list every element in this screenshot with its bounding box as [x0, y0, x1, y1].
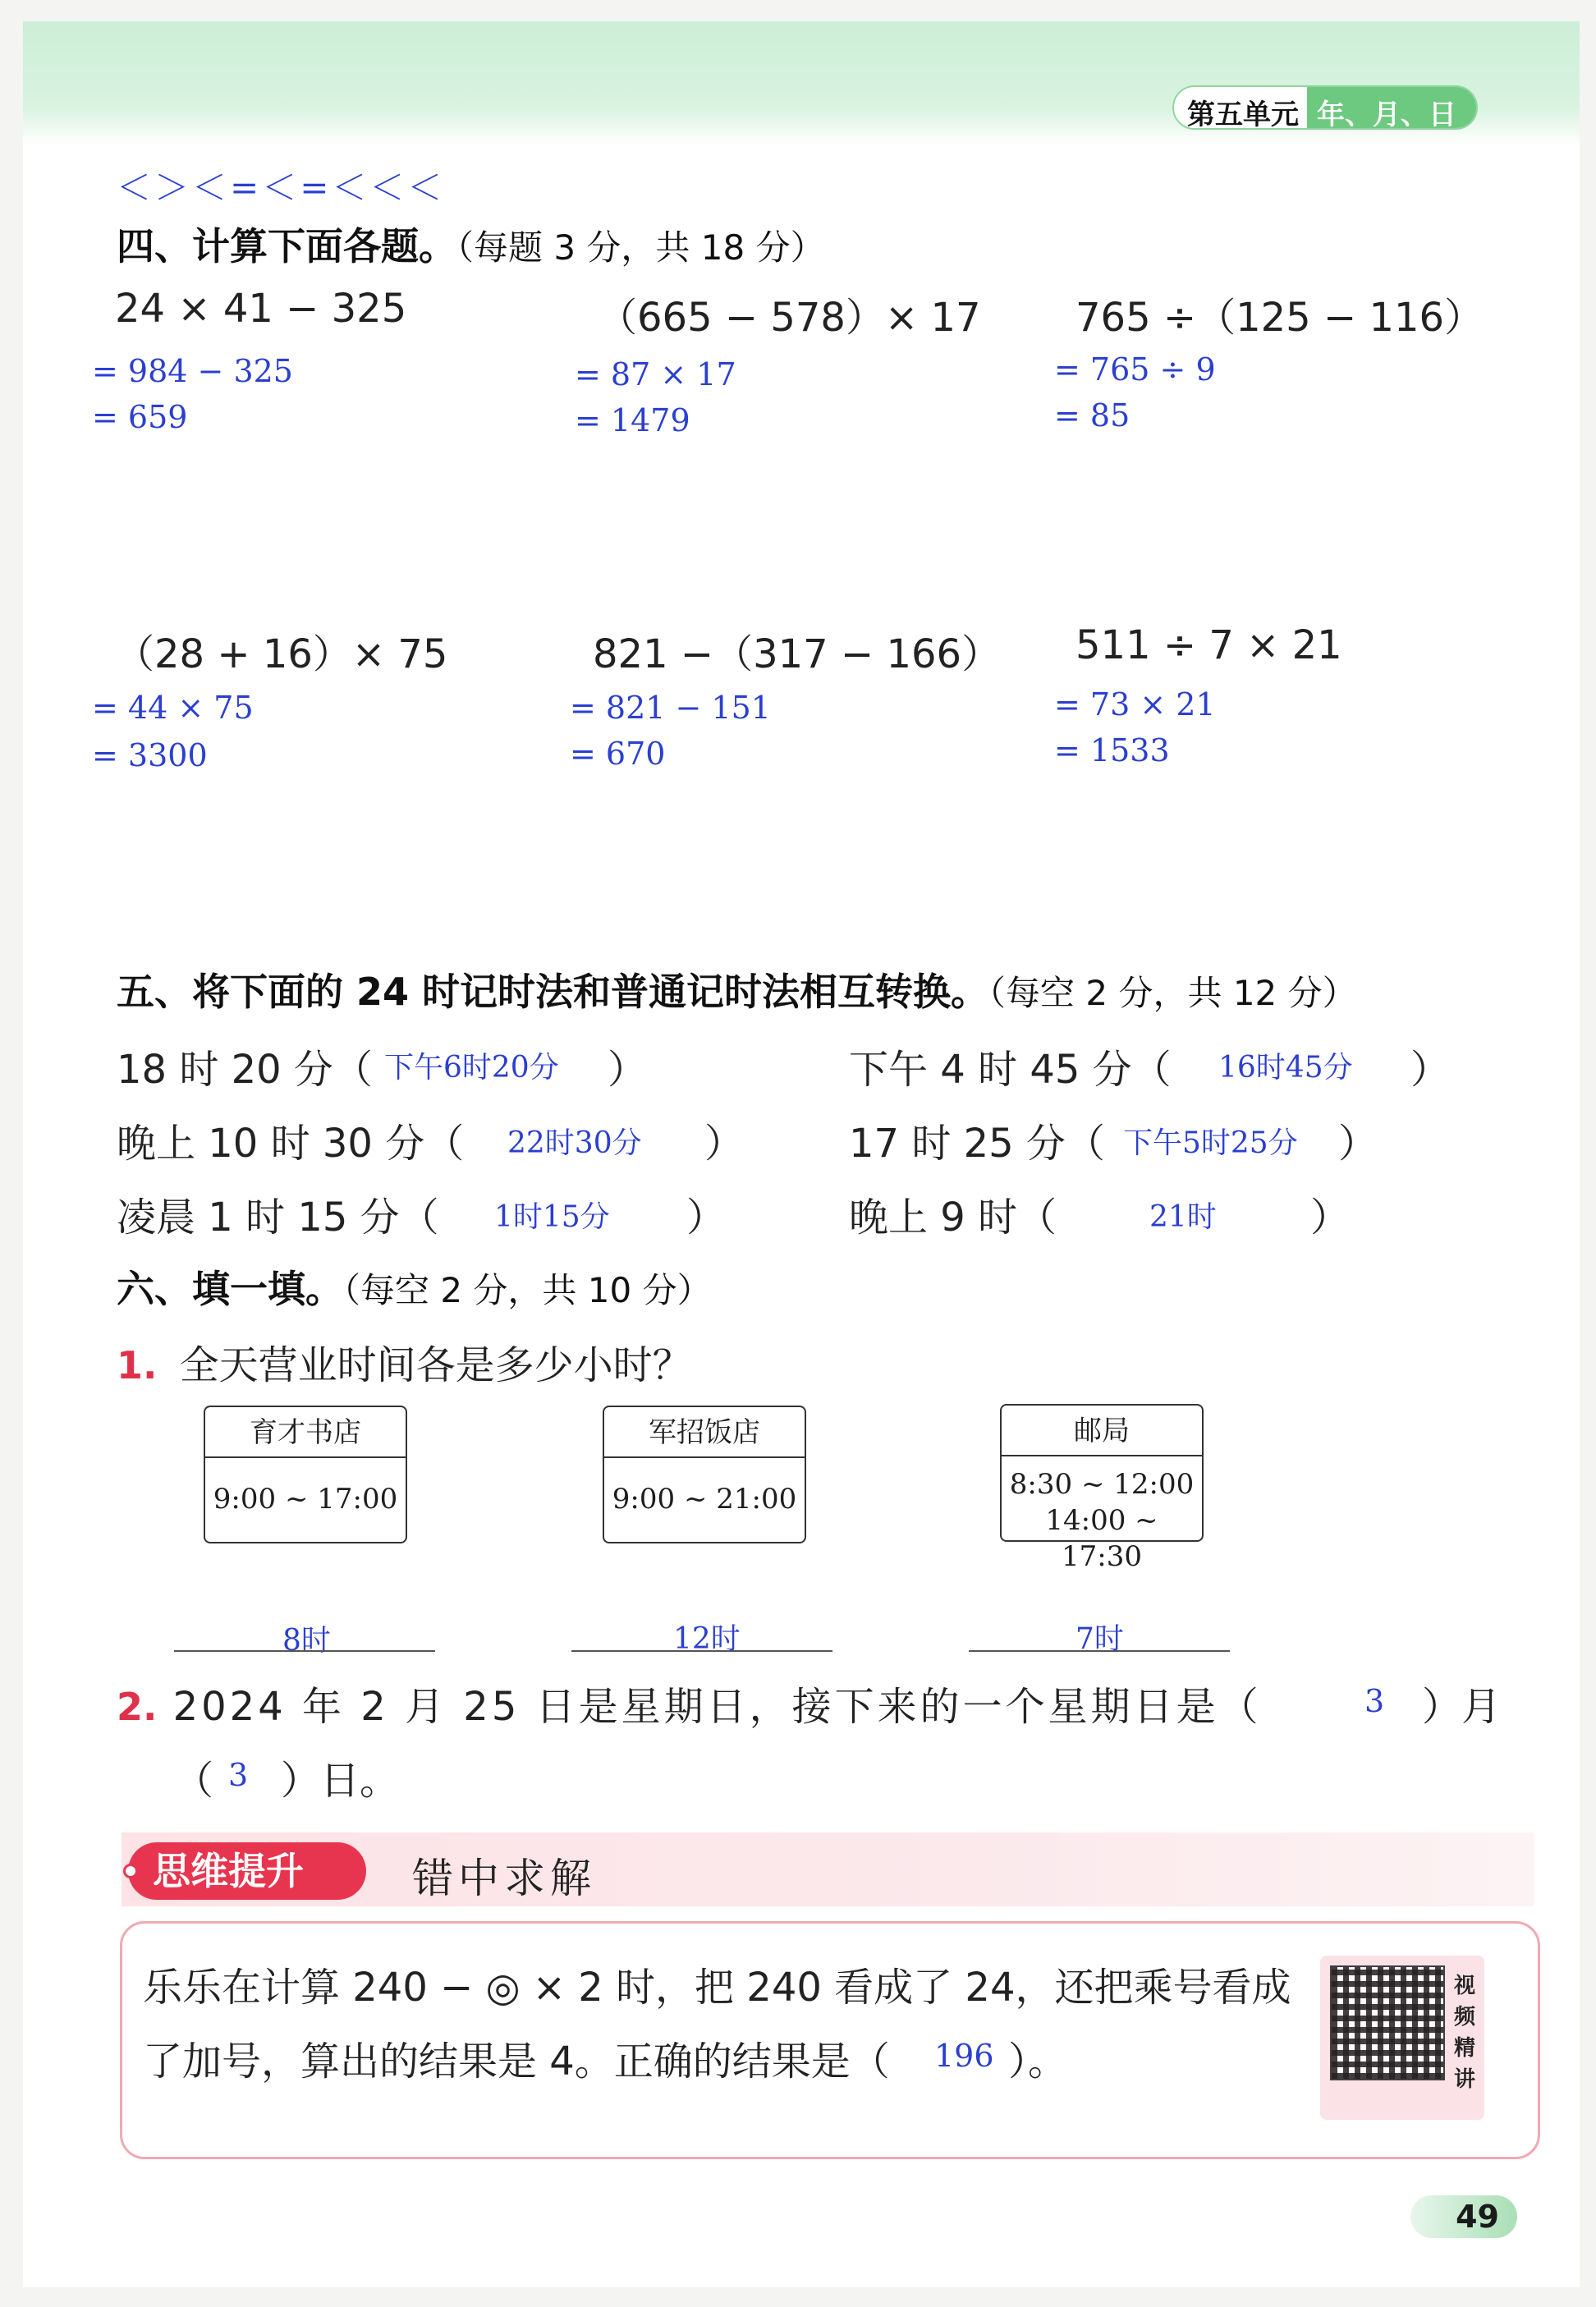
conversion-answer-1: 下午6时20分	[384, 1051, 559, 1085]
q2-answer-month: 3	[1364, 1683, 1385, 1719]
problem-1-step-1: = 984 − 325	[92, 353, 293, 389]
thinking-subtitle: 错中求解	[412, 1855, 596, 1902]
q2-text: 2024 年 2 月 25 日是星期日，接下来的一个星期日是（	[172, 1684, 1262, 1730]
answer-line-2	[571, 1650, 832, 1652]
conversion-answer-4: 下午5时25分	[1123, 1126, 1298, 1160]
problem-5-expr: 821 −（317 − 166）	[593, 631, 1002, 677]
conversion-item-1: 18 时 20 分（	[117, 1047, 373, 1093]
section5-title: 五、将下面的 24 时记时法和普通记时法相互转换。（每空 2 分，共 12 分）	[117, 970, 1357, 1014]
store-box-bookstore	[204, 1406, 407, 1543]
problem-5-step-2: = 670	[570, 736, 666, 772]
q2-number: 2.	[117, 1685, 158, 1729]
conversion-close-6: ）	[1310, 1195, 1351, 1241]
problem-1-step-2: = 659	[92, 399, 188, 435]
conversion-close-2: ）	[1410, 1047, 1451, 1093]
problem-3-expr: 765 ÷（125 − 116）	[1075, 295, 1484, 341]
conversion-answer-3: 22时30分	[507, 1126, 642, 1160]
q2-day-label: ）日。	[281, 1758, 400, 1804]
workbook-page	[23, 21, 1580, 2287]
thinking-badge: 思维提升	[128, 1842, 366, 1900]
conversion-close-1: ）	[608, 1047, 648, 1093]
problem-5-step-1: = 821 − 151	[570, 690, 771, 726]
problem-6-expr: 511 ÷ 7 × 21	[1075, 622, 1342, 668]
problem-4-expr: （28 + 16）× 75	[115, 631, 448, 677]
qr-code-panel[interactable]	[1320, 1956, 1484, 2120]
thinking-line-1: 乐乐在计算 240 − ◎ × 2 时，把 240 看成了 24，还把乘号看成	[143, 1965, 1291, 2011]
problem-2-step-2: = 1479	[575, 402, 690, 438]
answer-line-1	[174, 1650, 435, 1652]
conversion-close-3: ）	[704, 1121, 745, 1167]
unit-label: 第五单元	[1174, 87, 1307, 128]
store-answer-1: 8时	[282, 1624, 331, 1658]
q2-open: （	[174, 1758, 214, 1804]
problem-4-step-2: = 3300	[92, 737, 208, 773]
store-name: 育才书店	[205, 1407, 406, 1458]
conversion-close-5: ）	[686, 1195, 727, 1241]
qr-code-icon[interactable]	[1330, 1965, 1445, 2080]
problem-4-step-1: = 44 × 75	[92, 690, 254, 726]
q2-month-label: ）月	[1422, 1684, 1502, 1730]
problem-2-expr: （665 − 578）× 17	[598, 295, 981, 341]
unit-topic: 年、月、日	[1307, 87, 1476, 128]
conversion-answer-5: 1时15分	[494, 1200, 610, 1234]
conversion-answer-6: 21时	[1149, 1200, 1217, 1234]
page-number: 49	[1456, 2199, 1499, 2235]
answer-line-3	[969, 1650, 1230, 1652]
conversion-close-4: ）	[1338, 1121, 1378, 1167]
conversion-item-3: 晚上 10 时 30 分（	[117, 1121, 465, 1167]
store-box-restaurant	[603, 1406, 806, 1543]
conversion-item-5: 凌晨 1 时 15 分（	[117, 1195, 439, 1241]
qr-label: 视频精讲	[1453, 1974, 1475, 2092]
thinking-end: ）。	[1008, 2039, 1068, 2085]
problem-2-step-1: = 87 × 17	[575, 356, 736, 392]
q1-row	[117, 1333, 692, 1390]
q1-number: 1.	[117, 1343, 158, 1387]
conversion-item-4: 17 时 25 分（	[849, 1121, 1105, 1167]
store-answer-3: 7时	[1075, 1622, 1124, 1656]
q1-text: 全天营业时间各是多少小时？	[179, 1342, 692, 1388]
conversion-item-6: 晚上 9 时（	[849, 1195, 1057, 1241]
store-hours: 8:30 ~ 12:00 14:00 ~ 17:30	[1009, 1468, 1195, 1573]
problem-6-step-1: = 73 × 21	[1054, 686, 1216, 722]
unit-tag	[1172, 85, 1478, 130]
problem-3-step-2: = 85	[1054, 397, 1130, 433]
store-hours: 9:00 ~ 21:00	[612, 1483, 797, 1516]
thinking-badge-dot	[123, 1864, 138, 1878]
problem-3-step-1: = 765 ÷ 9	[1054, 351, 1216, 388]
store-name: 军招饭店	[604, 1407, 805, 1458]
carry-answers: ＜＞＜=＜=＜＜＜	[117, 167, 446, 208]
page-number-badge	[1410, 2195, 1517, 2238]
store-name: 邮局	[1002, 1406, 1202, 1456]
thinking-line-2: 了加号，算出的结果是 4。正确的结果是（	[143, 2039, 890, 2085]
problem-6-step-2: = 1533	[1054, 732, 1170, 768]
section4-title: 四、计算下面各题。（每题 3 分，共 18 分）	[117, 224, 825, 268]
store-box-post-office	[1000, 1404, 1204, 1573]
conversion-item-2: 下午 4 时 45 分（	[849, 1047, 1172, 1093]
conversion-answer-2: 16时45分	[1218, 1051, 1353, 1085]
q2-answer-day: 3	[228, 1757, 249, 1793]
store-answer-2: 12时	[673, 1622, 741, 1656]
section6-title: 六、填一填。（每空 2 分，共 10 分）	[117, 1267, 712, 1311]
store-hours: 9:00 ~ 17:00	[213, 1483, 398, 1516]
problem-1-expr: 24 × 41 − 325	[115, 286, 407, 332]
thinking-answer: 196	[934, 2038, 994, 2074]
q2-row	[117, 1675, 1262, 1731]
